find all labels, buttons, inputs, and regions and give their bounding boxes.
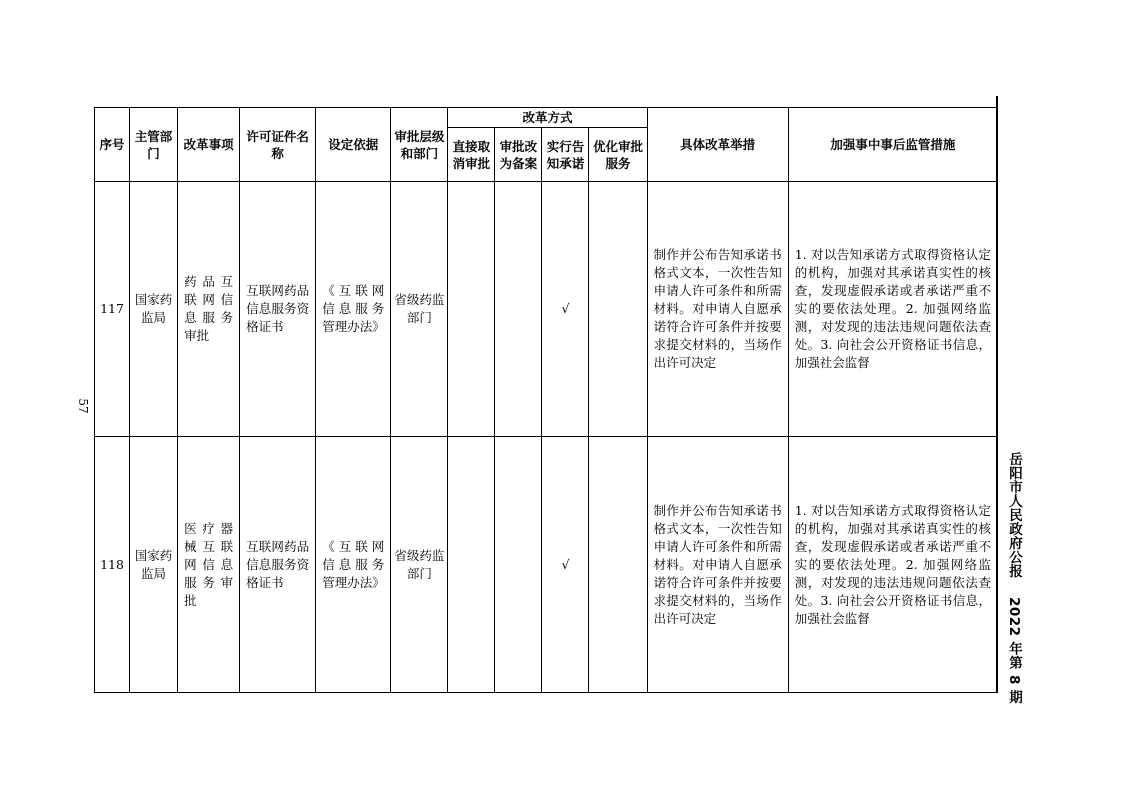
cell-level: 省级药监部门 bbox=[391, 182, 448, 437]
header-item: 改革事项 bbox=[178, 108, 240, 182]
header-measures: 具体改革举措 bbox=[647, 108, 788, 182]
cell-cancel bbox=[448, 182, 495, 437]
header-seq: 序号 bbox=[95, 108, 130, 182]
header-supervision: 加强事中事后监管措施 bbox=[788, 108, 997, 182]
journal-side-rule bbox=[996, 96, 998, 692]
header-reform-group: 改革方式 bbox=[448, 108, 647, 128]
cell-measures: 制作并公布告知承诺书格式文本，一次性告知申请人许可条件和所需材料。对申请人自愿承诺符合许可条件并按要求提交材料的，当场作出许可决定 bbox=[647, 437, 788, 693]
cell-dept: 国家药监局 bbox=[130, 182, 178, 437]
cell-item: 医疗器械互联网信息服务审批 bbox=[178, 437, 240, 693]
table-row bbox=[95, 437, 998, 693]
cell-record bbox=[495, 437, 542, 693]
header-reform-optimize: 优化审批服务 bbox=[589, 128, 647, 182]
header-level: 审批层级和部门 bbox=[391, 108, 448, 182]
cell-optimize bbox=[589, 182, 647, 437]
cell-level: 省级药监部门 bbox=[391, 437, 448, 693]
cell-basis: 《互联网信息服务管理办法》 bbox=[316, 437, 391, 693]
cell-supervision: 1. 对以告知承诺方式取得资格认定的机构，加强对其承诺真实性的核查，发现虚假承诺或者承诺严重不实的要依法处理。2. 加强网络监测，对发现的违法违规问题依法查处。3. 向社会公开资格证书信息，加强社会监督 bbox=[788, 182, 997, 437]
cell-license: 互联网药品信息服务资格证书 bbox=[240, 182, 316, 437]
cell-license: 互联网药品信息服务资格证书 bbox=[240, 437, 316, 693]
cell-basis: 《互联网信息服务管理办法》 bbox=[316, 182, 391, 437]
journal-name: 岳阳市人民政府公报 bbox=[1006, 452, 1022, 578]
header-license: 许可证件名称 bbox=[240, 108, 316, 182]
page-number: 57 bbox=[76, 398, 90, 414]
header-reform-promise: 实行告知承诺 bbox=[542, 128, 589, 182]
header-dept: 主管部门 bbox=[130, 108, 178, 182]
cell-supervision: 1. 对以告知承诺方式取得资格认定的机构，加强对其承诺真实性的核查，发现虚假承诺或者承诺严重不实的要依法处理。2. 加强网络监测，对发现的违法违规问题依法查处。3. 向社会公开资格证书信息，加强社会监督 bbox=[788, 437, 997, 693]
cell-seq: 118 bbox=[95, 437, 130, 693]
journal-issue: 2022 年第 8 期 bbox=[1006, 597, 1022, 705]
journal-running-title bbox=[1004, 452, 1024, 704]
reform-table bbox=[94, 107, 998, 693]
cell-seq: 117 bbox=[95, 182, 130, 437]
cell-item: 药品互联网信息服务审批 bbox=[178, 182, 240, 437]
cell-cancel bbox=[448, 437, 495, 693]
header-reform-record: 审批改为备案 bbox=[495, 128, 542, 182]
table-row bbox=[95, 182, 998, 437]
cell-record bbox=[495, 182, 542, 437]
cell-optimize bbox=[589, 437, 647, 693]
check-mark-promise: √ bbox=[542, 182, 589, 437]
check-mark-promise: √ bbox=[542, 437, 589, 693]
header-basis: 设定依据 bbox=[316, 108, 391, 182]
header-reform-cancel: 直接取消审批 bbox=[448, 128, 495, 182]
cell-measures: 制作并公布告知承诺书格式文本，一次性告知申请人许可条件和所需材料。对申请人自愿承诺符合许可条件并按要求提交材料的，当场作出许可决定 bbox=[647, 182, 788, 437]
cell-dept: 国家药监局 bbox=[130, 437, 178, 693]
